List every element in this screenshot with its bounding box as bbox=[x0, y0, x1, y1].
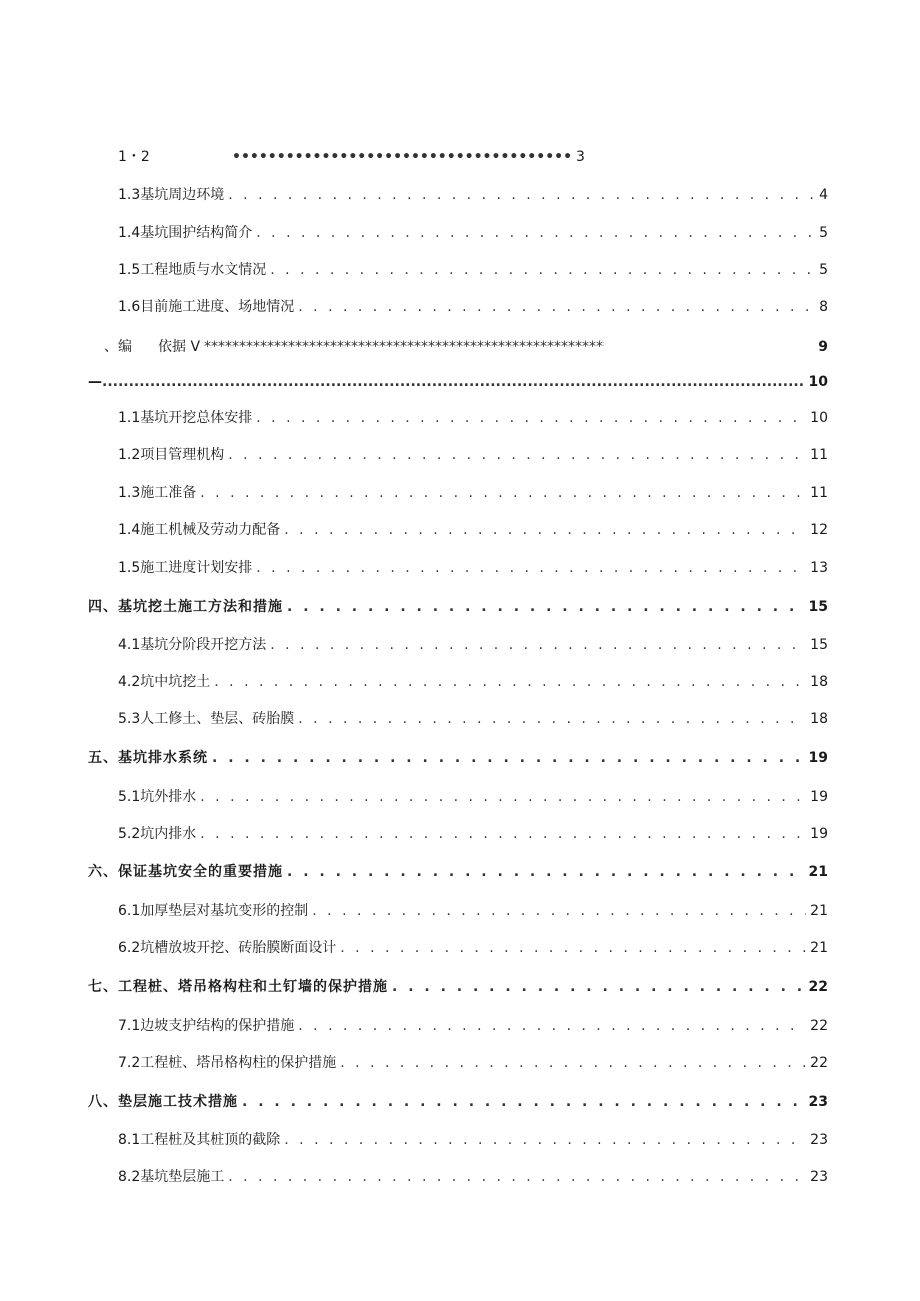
toc-entry-number: 1.5 bbox=[118, 262, 141, 278]
toc-entry[interactable] bbox=[118, 406, 828, 430]
toc-entry-title: 坑槽放坡开挖、砖胎膜断面设计 bbox=[140, 940, 337, 956]
toc-entry-title: 七、工程桩、塔吊格构柱和土钉墙的保护措施 bbox=[88, 979, 388, 995]
toc-entry[interactable] bbox=[118, 145, 828, 169]
toc-entry[interactable] bbox=[118, 1014, 828, 1038]
toc-entry-title: 四、基坑挖土施工方法和措施 bbox=[88, 599, 283, 615]
toc-entry-number: 5. bbox=[118, 789, 132, 805]
toc-entry-title: 1加厚垫层对基坑变形的控制 bbox=[131, 903, 309, 919]
toc-entry-title: 施工机械及劳动力配备 bbox=[140, 522, 281, 538]
toc-entry[interactable] bbox=[118, 785, 828, 809]
toc-leader bbox=[298, 295, 815, 319]
toc-entry[interactable] bbox=[118, 1128, 828, 1152]
toc-entry-page: 11 bbox=[810, 447, 828, 463]
toc-leader bbox=[312, 899, 806, 923]
toc-entry-page: 23 bbox=[808, 1094, 828, 1110]
toc-leader bbox=[340, 1051, 806, 1075]
toc-entry-page: 19 bbox=[810, 826, 828, 842]
toc-entry-title: 基坑垫层施工 bbox=[140, 1169, 225, 1185]
toc-entry[interactable] bbox=[118, 670, 828, 694]
toc-leader bbox=[340, 936, 806, 960]
toc-entry[interactable] bbox=[88, 370, 828, 394]
toc-entry-page: 13 bbox=[810, 560, 828, 576]
toc-entry-title: 1基坑分阶段开挖方法 bbox=[131, 637, 267, 653]
toc-entry-page: 12 bbox=[810, 522, 828, 538]
toc-entry-number: 6. bbox=[118, 903, 132, 919]
toc-entry-page: 5 bbox=[819, 225, 828, 241]
toc-entry[interactable] bbox=[118, 481, 828, 505]
toc-entry[interactable] bbox=[118, 707, 828, 731]
toc-entry-title: 五、基坑排水系统 bbox=[88, 750, 208, 766]
toc-entry-number: 5.2 bbox=[118, 826, 141, 842]
toc-entry-page: 22 bbox=[808, 979, 828, 995]
toc-leader bbox=[256, 406, 806, 430]
toc-entry-number: 1.6 bbox=[118, 299, 141, 315]
toc-entry-page: 4 bbox=[819, 187, 828, 203]
toc-leader bbox=[204, 335, 604, 359]
toc-leader bbox=[287, 595, 805, 619]
toc-entry[interactable] bbox=[118, 822, 828, 846]
toc-entry-page: 15 bbox=[808, 599, 828, 615]
toc-entry[interactable] bbox=[88, 595, 828, 619]
toc-entry-page: 21 bbox=[810, 940, 828, 956]
toc-entry-title: .2坑中坑挖土 bbox=[126, 674, 211, 690]
toc-entry-title: 项目管理机构 bbox=[140, 447, 225, 463]
toc-leader bbox=[232, 145, 572, 169]
toc-entry-page: 22 bbox=[810, 1055, 828, 1071]
toc-leader bbox=[242, 1090, 805, 1114]
toc-leader bbox=[298, 707, 806, 731]
toc-entry-number: 5 bbox=[118, 711, 127, 727]
toc-entry-page: 18 bbox=[810, 674, 828, 690]
toc-entry-title: 1坑外排水 bbox=[131, 789, 197, 805]
toc-entry-number: 1.2 bbox=[118, 447, 141, 463]
toc-entry-page: 15 bbox=[810, 637, 828, 653]
toc-leader bbox=[284, 518, 806, 542]
toc-entry-page: 23 bbox=[810, 1132, 828, 1148]
toc-entry-number: 4. bbox=[118, 637, 132, 653]
toc-entry-title: .3人工修土、垫层、砖胎膜 bbox=[126, 711, 295, 727]
toc-entry-page: 22 bbox=[810, 1018, 828, 1034]
toc-entry-page: 18 bbox=[810, 711, 828, 727]
toc-leader bbox=[298, 1014, 806, 1038]
toc-entry-number: 1.3 bbox=[118, 187, 141, 203]
toc-entry[interactable] bbox=[118, 1165, 828, 1189]
toc-leader bbox=[214, 670, 806, 694]
toc-entry-page: 21 bbox=[808, 864, 828, 880]
toc-entry[interactable] bbox=[118, 633, 828, 657]
toc-entry-page: 21 bbox=[810, 903, 828, 919]
toc-entry-number: 1・2 bbox=[118, 149, 150, 165]
toc-entry-title: 施工进度计划安排 bbox=[140, 560, 253, 576]
toc-entry[interactable] bbox=[88, 860, 828, 884]
toc-entry-page: 19 bbox=[808, 750, 828, 766]
toc-entry-title: 八、垫层施工技术措施 bbox=[88, 1094, 238, 1110]
toc-leader bbox=[270, 258, 815, 282]
toc-entry-page: 23 bbox=[810, 1169, 828, 1185]
toc-entry[interactable] bbox=[118, 936, 828, 960]
toc-entry-title: 六、保证基坑安全的重要措施 bbox=[88, 864, 283, 880]
toc-entry-title: 坑内排水 bbox=[140, 826, 197, 842]
toc-leader bbox=[270, 633, 806, 657]
toc-entry[interactable] bbox=[88, 1090, 828, 1114]
toc-entry-number: 1.4 bbox=[118, 522, 141, 538]
toc-entry-title: 工程桩及其桩顶的截除 bbox=[140, 1132, 281, 1148]
toc-entry[interactable] bbox=[118, 899, 828, 923]
toc-entry[interactable] bbox=[118, 556, 828, 580]
toc-entry[interactable] bbox=[88, 975, 828, 999]
toc-leader bbox=[284, 1128, 806, 1152]
toc-entry-number: — bbox=[88, 374, 102, 390]
toc-entry-title: 基坑周边环境 bbox=[140, 187, 225, 203]
toc-leader bbox=[256, 556, 806, 580]
toc-leader bbox=[200, 481, 806, 505]
toc-leader bbox=[200, 785, 806, 809]
toc-leader bbox=[102, 370, 805, 394]
toc-entry-number: 8.1 bbox=[118, 1132, 141, 1148]
toc-entry-page: 10 bbox=[808, 374, 828, 390]
toc-leader bbox=[200, 822, 806, 846]
toc-entry[interactable] bbox=[88, 746, 828, 770]
toc-entry[interactable] bbox=[118, 183, 828, 207]
toc-entry[interactable] bbox=[104, 335, 828, 359]
toc-entry-page: 8 bbox=[819, 299, 828, 315]
toc-entry-number: 8.2 bbox=[118, 1169, 141, 1185]
toc-entry[interactable] bbox=[118, 518, 828, 542]
toc-leader bbox=[212, 746, 805, 770]
toc-entry-number: 1.5 bbox=[118, 560, 141, 576]
toc-entry-page: 10 bbox=[810, 410, 828, 426]
toc-entry-number: 、编 bbox=[104, 339, 132, 355]
toc-leader bbox=[392, 975, 805, 999]
toc-entry-number: 4 bbox=[118, 674, 127, 690]
toc-entry[interactable] bbox=[118, 258, 828, 282]
toc-entry-title: 基坑围护结构简介 bbox=[140, 225, 253, 241]
toc-entry-title: 依据 V bbox=[158, 339, 201, 355]
toc-entry-number: 7. bbox=[118, 1018, 132, 1034]
toc-entry-title: 基坑开挖总体安排 bbox=[140, 410, 253, 426]
toc-entry-number: 1.1 bbox=[118, 410, 141, 426]
toc-entry-title: 1边坡支护结构的保护措施 bbox=[131, 1018, 295, 1034]
toc-entry[interactable] bbox=[118, 1051, 828, 1075]
toc-leader bbox=[228, 1165, 806, 1189]
toc-entry-title: 施工准备 bbox=[140, 485, 197, 501]
toc-entry-page: 5 bbox=[819, 262, 828, 278]
toc-entry[interactable] bbox=[118, 295, 828, 319]
toc-entry-number: 6.2 bbox=[118, 940, 141, 956]
toc-entry[interactable] bbox=[118, 443, 828, 467]
toc-entry-page: 11 bbox=[810, 485, 828, 501]
toc-leader bbox=[228, 443, 806, 467]
toc-entry-title: 工程地质与水文情况 bbox=[140, 262, 267, 278]
toc-entry-page: 9 bbox=[818, 339, 828, 355]
toc-leader bbox=[256, 221, 815, 245]
toc-entry-title: 工程桩、塔吊格构柱的保护措施 bbox=[140, 1055, 337, 1071]
toc-entry-page: 3 bbox=[576, 149, 585, 165]
toc-entry-number: 1.3 bbox=[118, 485, 141, 501]
toc-leader bbox=[287, 860, 805, 884]
toc-entry-number: 7.2 bbox=[118, 1055, 141, 1071]
toc-entry-title: 目前施工进度、场地情况 bbox=[140, 299, 295, 315]
toc-leader bbox=[228, 183, 815, 207]
toc-entry-number: 1.4 bbox=[118, 225, 141, 241]
toc-entry-page: 19 bbox=[810, 789, 828, 805]
toc-entry[interactable] bbox=[118, 221, 828, 245]
